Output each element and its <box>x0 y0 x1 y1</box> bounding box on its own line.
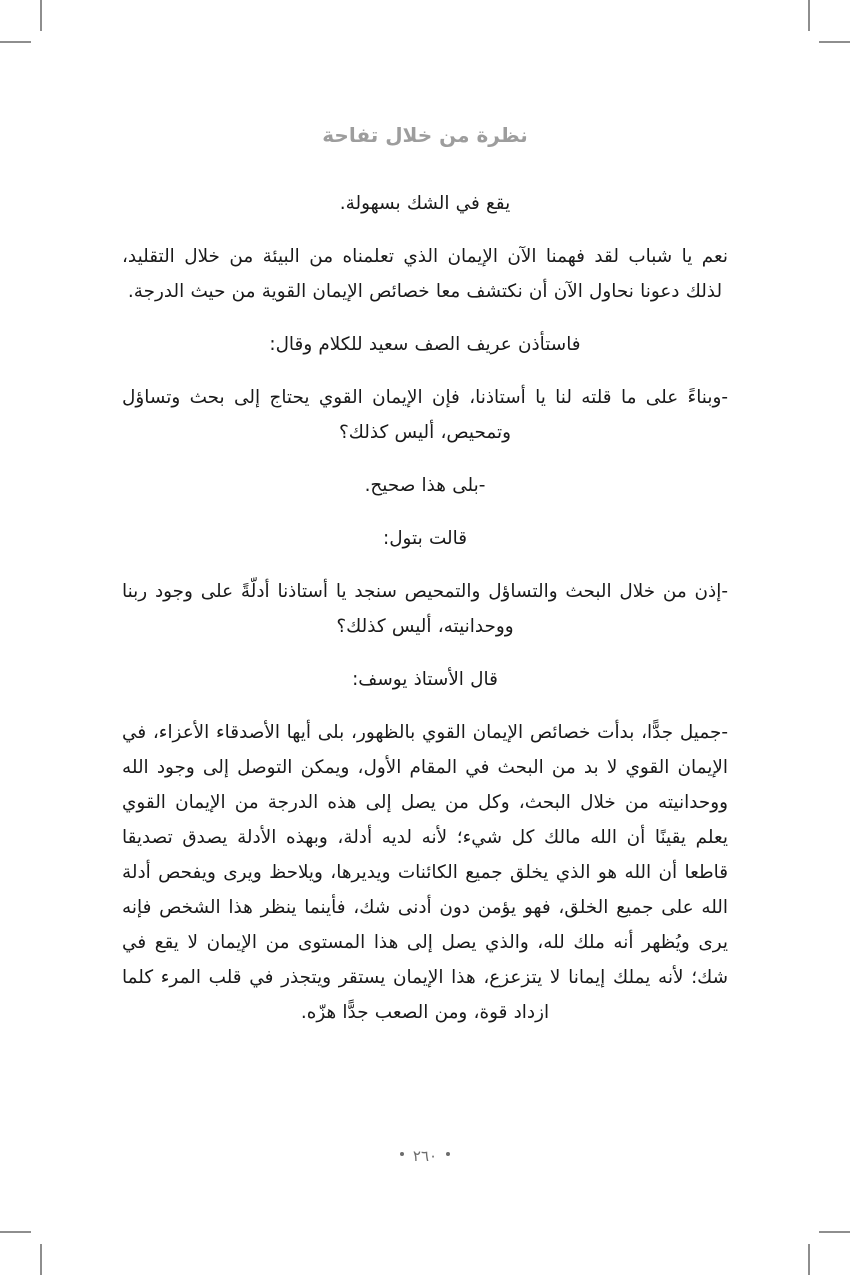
crop-mark-top-left-horizontal <box>0 41 31 43</box>
folio <box>0 1146 850 1165</box>
folio-ornament-left-icon <box>400 1152 404 1156</box>
crop-mark-bottom-right-vertical <box>808 1244 810 1275</box>
paragraph: قالت بتول: <box>383 528 467 549</box>
running-head-title: نظرة من خلال تفاحة <box>322 123 528 147</box>
folio-page-number: ٢٦٠ <box>412 1146 438 1165</box>
paragraph: -وبناءً على ما قلته لنا يا أستاذنا، فإن الإيمان القوي يحتاج إلى بحث وتساؤل وتمحيص، أليس كذلك؟ <box>122 387 728 443</box>
paragraph: يقع في الشك بسهولة. <box>339 193 511 214</box>
paragraph: -جميل جدًّا، بدأت خصائص الإيمان القوي بالظهور، بلى أيها الأصدقاء الأعزاء، في الإيمان القوي لا بد من البحث في المقام الأول، ويمكن التوصل إلى وجود الله ووحدانيته من خلال البحث، وكل من يصل إلى هذه الدرجة من الإيمان القوي يعلم يقينًا أن الله مالك كل شيء؛ لأنه لديه أدلة، وبهذه الأدلة يصدق تصديقا قاطعا أن الله هو الذي يخلق جميع الكائنات ويديرها، ويلاحظ ويرى ويفحص أدلة الله على جميع الخلق، فهو يؤمن دون أدنى شك، فأينما ينظر هذا الشخص فإنه يرى ويُظهر أنه ملك لله، والذي يصل إلى هذا المستوى من الإيمان لا يقع في شك؛ لأنه يملك إيمانا لا يتزعزع، هذا الإيمان يستقر ويتجذر في قلب المرء كلما ازداد قوة، ومن الصعب جدًّا هزّه. <box>122 722 728 1023</box>
paragraph: نعم يا شباب لقد فهمنا الآن الإيمان الذي تعلمناه من البيئة من خلال التقليد، لذلك دعونا نحاول الآن أن نكتشف معا خصائص الإيمان القوية من حيث الدرجة. <box>122 246 728 302</box>
paragraph: فاستأذن عريف الصف سعيد للكلام وقال: <box>269 334 581 355</box>
paragraph: قال الأستاذ يوسف: <box>352 669 498 690</box>
crop-mark-bottom-left-vertical <box>40 1244 42 1275</box>
crop-mark-bottom-left-horizontal <box>0 1231 31 1233</box>
crop-mark-top-right-horizontal <box>819 41 850 43</box>
crop-mark-top-left-vertical <box>40 0 42 31</box>
paragraph: -إذن من خلال البحث والتساؤل والتمحيص سنجد يا أستاذنا أدلّةً على وجود ربنا ووحدانيته، أليس كذلك؟ <box>122 581 728 637</box>
folio-ornament-right-icon <box>446 1152 450 1156</box>
paragraph: -بلى هذا صحيح. <box>364 475 486 496</box>
body-text-column <box>122 186 728 1030</box>
crop-mark-top-right-vertical <box>808 0 810 31</box>
crop-mark-bottom-right-horizontal <box>819 1231 850 1233</box>
